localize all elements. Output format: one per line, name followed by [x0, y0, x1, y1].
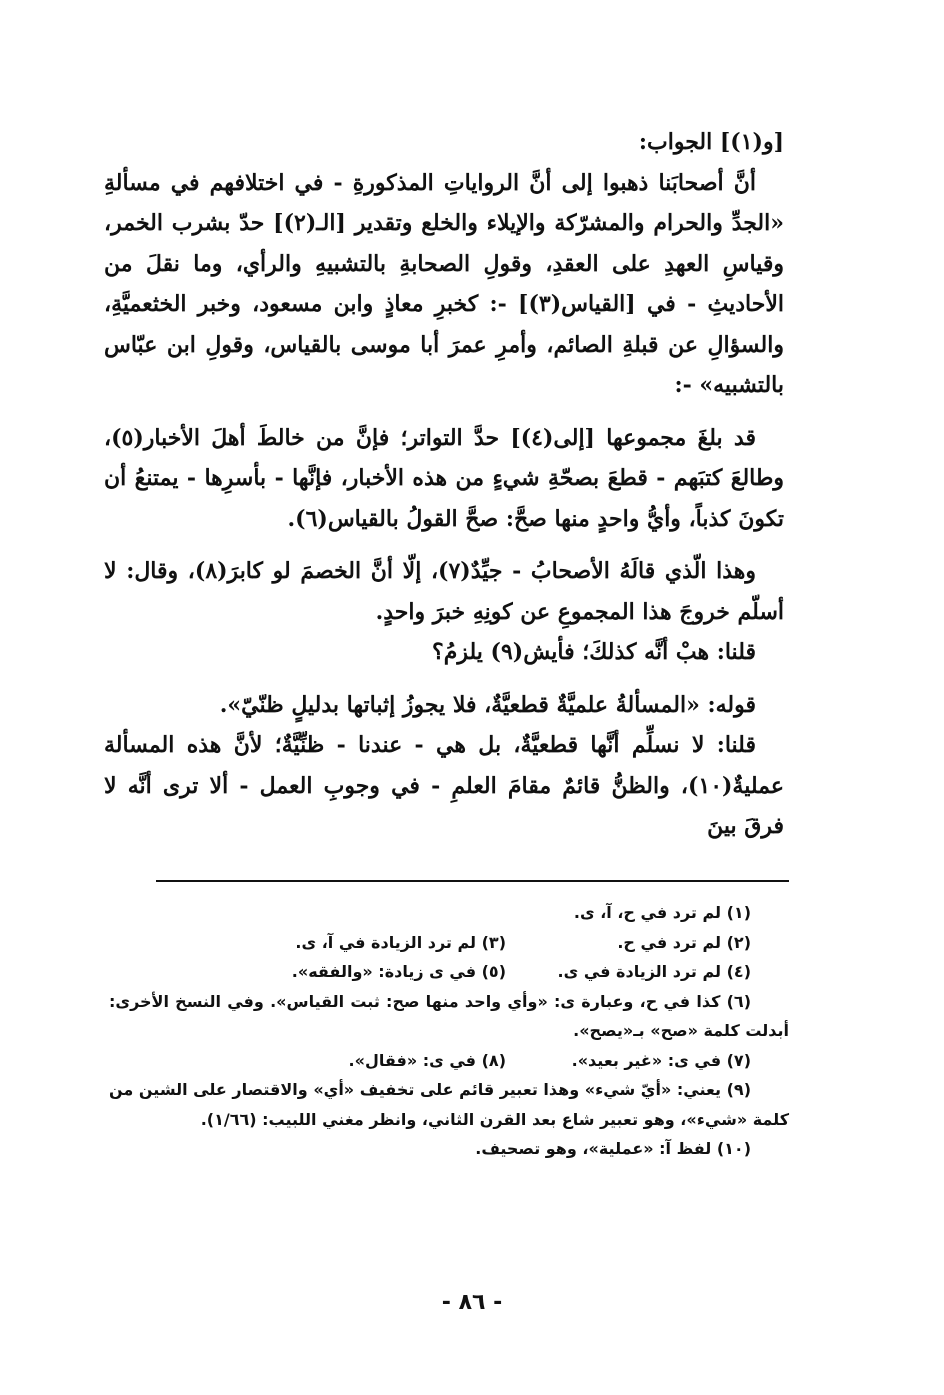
footnote-9: (٩) يعني: «أيّ شيء» وهذا تعبير قائم على تخفيف «أي» والاقتصار على الشين من كلمة «شيء»، وهو تعبير شاع بعد القرن الثاني، وانظر مغني اللبيب: (١/٦٦).	[109, 1080, 789, 1129]
footnote-separator	[156, 880, 789, 882]
body-paragraph: وهذا الّذي قالَهُ الأصحابُ - جيِّدٌ(٧)، إلّا أنَّ الخصمَ لو كابرَ(٨)، وقال: لا أسلّم خروجَ هذا المجموعِ عن كونِهِ خبرَ واحدٍ.	[104, 558, 784, 625]
footnote-row	[109, 928, 789, 958]
footnote-7: (٧) في ى: «غير بعيد».	[571, 1050, 751, 1070]
footnote-5: (٥) في ى زيادة: «والفقه».	[291, 962, 506, 981]
footnote-row	[109, 1134, 789, 1164]
body-paragraph: قد بلغَ مجموعها [إلى(٤)] حدَّ التواتر؛ فإنَّ من خالطَ أهلَ الأخبار(٥)، وطالعَ كتبَهم - قطعَ بصحّةِ شيءٍ من هذه الأخبار، فإنَّها - بأسرِها - يمتنعُ أن تكونَ كذباً، وأيُّ واحدٍ منها صحَّ: صحَّ القولُ بالقياس(٦).	[104, 424, 784, 532]
footnote-2: (٢) لم ترد في ح.	[617, 932, 751, 952]
footnote-3: (٣) لم ترد الزيادة في آ، ى.	[295, 932, 506, 952]
footnote-6: (٦) كذا في ح، وعبارة ى: «وأي واحد منها صح: ثبت القياس». وفي النسخ الأخرى: أبدلت كلمة «صح» بـ«يصح».	[109, 991, 789, 1040]
body-paragraph: قلنا: هبْ أنَّه كذلكَ؛ فأيش(٩) يلزمُ؟	[432, 639, 756, 665]
footnote-1: (١) لم ترد في ح، آ، ى.	[573, 903, 751, 922]
footnotes	[109, 898, 789, 1164]
footnote-row	[109, 1046, 789, 1076]
section-heading: [و(١)] الجواب:	[638, 129, 784, 155]
footnote-10: (١٠) لفظ آ: «عملية»، وهو تصحيف.	[475, 1139, 751, 1158]
footnote-row	[109, 898, 789, 928]
body-paragraph: قوله: «المسألةُ علميَّةٌ قطعيَّةٌ، فلا يجوزُ إثباتها بدليلٍ ظنّيّ».	[219, 691, 756, 718]
footnote-row	[109, 957, 789, 987]
footnote-8: (٨) في ى: «فقال».	[348, 1050, 506, 1070]
body-paragraph: قلنا: لا نسلِّم أنَّها قطعيَّةٌ، بل هي - عندنا - ظنِّيَّةٌ؛ لأنَّ هذه المسألة عمليةٌ(١٠)، والظنُّ قائمٌ مقامَ العلمِ - في وجوبِ العمل - ألا ترى أنَّه لا فرقَ بينَ	[104, 732, 784, 839]
page-number: - ٨٦ -	[441, 1290, 503, 1315]
body-paragraph: أنَّ أصحابَنا ذهبوا إلى أنَّ الرواياتِ المذكورةِ - في اختلافهم في مسألةِ «الجدِّ والحرام والمشرّكة والإيلاء والخلع وتقدير [الـ(٢)] حدّ بشرب الخمر، وقياسِ العهدِ على العقدِ، وقولِ الصحابةِ بالتشبيهِ والرأي، وما نقلَ من الأحاديثِ - في [القياس(٣)] -: كخبرِ معاذٍ وابن مسعود، وخبر الخثعميَّةِ، والسؤالِ عن قبلةِ الصائم، وأمرِ عمرَ أبا موسى بالقياس، وقولِ ابن عبّاس بالتشبيه» -:	[104, 169, 785, 398]
main-text	[104, 122, 784, 847]
footnote-4: (٤) لم ترد الزيادة في ى.	[557, 962, 751, 981]
